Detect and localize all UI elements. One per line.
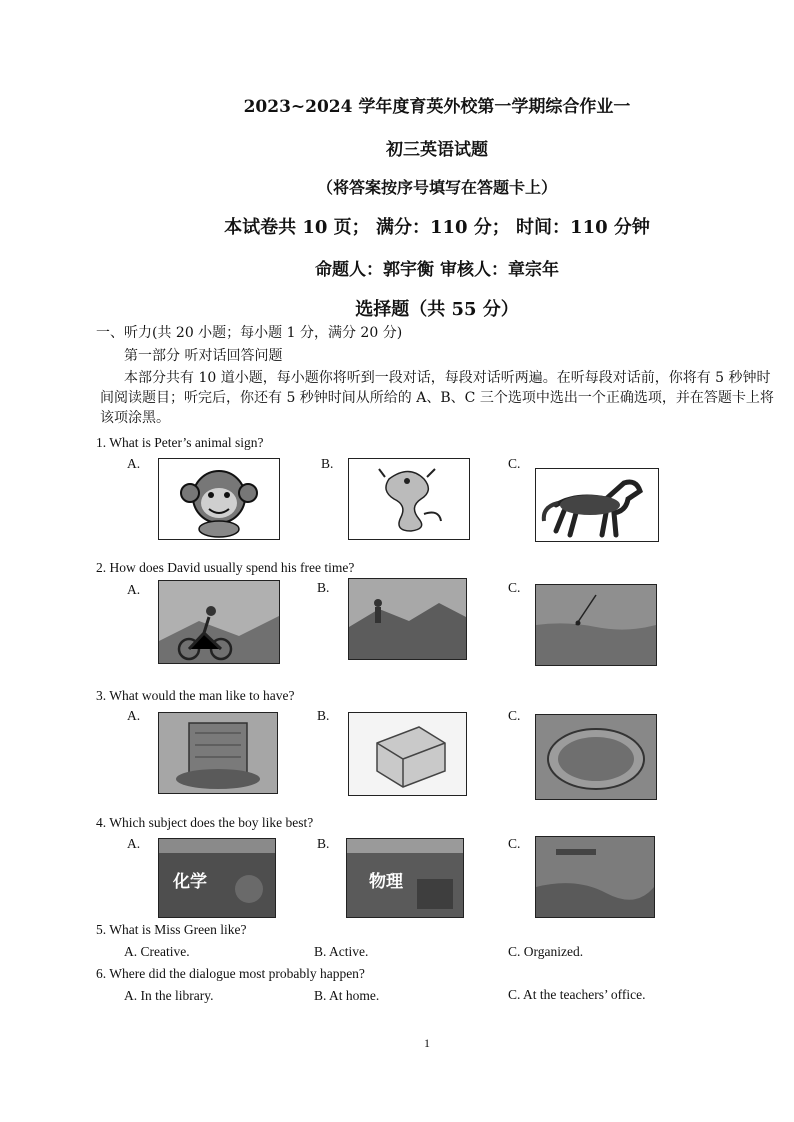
noodles-photo xyxy=(158,712,278,794)
question-1: 1. What is Peter’s animal sign? xyxy=(96,435,264,450)
q6-option-a: A. In the library. xyxy=(124,988,214,1003)
exam-authors: 命题人：郭宇衡 审核人：章宗年 xyxy=(315,260,559,280)
monkey-icon xyxy=(158,458,280,540)
q3-option-b-label: B. xyxy=(317,708,330,723)
q4-option-c-label: C. xyxy=(508,836,521,851)
pizza-photo xyxy=(535,714,657,800)
page-number: 1 xyxy=(424,1036,430,1050)
question-3: 3. What would the man like to have? xyxy=(96,688,295,703)
q1-option-c-label: C. xyxy=(508,456,521,471)
chemistry-book-photo xyxy=(158,838,276,918)
q2-option-a-label: A. xyxy=(127,582,141,597)
hiking-photo xyxy=(348,578,467,660)
q5-option-b: B. Active. xyxy=(314,944,369,959)
listening-intro: 本部分共有 10 道小题，每小题你将听到一段对话，每段对话听两遍。在听每段对话前，你将有 5 秒钟时间阅读题目；听完后，你还有 5 秒钟时间从所给的 A、B、C 三个选项中选出一个正确选项，并在答题卡上将该项涂黑。 xyxy=(100,370,774,426)
exam-title: 2023~2024 学年度育英外校第一学期综合作业一 xyxy=(243,97,631,117)
q6-option-b: B. At home. xyxy=(314,988,380,1003)
q5-option-a: A. Creative. xyxy=(124,944,190,959)
question-5: 5. What is Miss Green like? xyxy=(96,922,247,937)
part-one-heading: 第一部分 听对话回答问题 xyxy=(124,348,283,364)
dragon-icon xyxy=(348,458,470,540)
question-4: 4. Which subject does the boy like best? xyxy=(96,815,314,830)
question-2: 2. How does David usually spend his free time? xyxy=(96,560,355,575)
bread-photo xyxy=(348,712,467,796)
section-title: 选择题（共 55 分） xyxy=(355,299,519,320)
q2-option-b-label: B. xyxy=(317,580,330,595)
exam-instruction: （将答案按序号填写在答题卡上） xyxy=(316,178,557,197)
q3-option-a-label: A. xyxy=(127,708,141,723)
q2-option-c-label: C. xyxy=(508,580,521,595)
cycling-photo xyxy=(158,580,280,664)
q3-option-c-label: C. xyxy=(508,708,521,723)
exam-meta: 本试卷共 10 页； 满分：110 分； 时间：110 分钟 xyxy=(224,217,650,238)
q5-option-c: C. Organized. xyxy=(508,944,584,959)
q4-option-a-label: A. xyxy=(127,836,141,851)
art-book-photo xyxy=(535,836,655,918)
listening-heading: 一、听力(共 20 小题；每小题 1 分，满分 20 分) xyxy=(96,325,403,341)
question-6: 6. Where did the dialogue most probably happen? xyxy=(96,966,365,981)
physics-book-photo xyxy=(346,838,464,918)
horse-icon xyxy=(535,468,659,542)
exam-subtitle: 初三英语试题 xyxy=(386,140,488,160)
chemistry-book-label: 化学 xyxy=(173,872,207,892)
q6-option-c: C. At the teachers’ office. xyxy=(508,987,646,1002)
q4-option-b-label: B. xyxy=(317,836,330,851)
physics-book-label: 物理 xyxy=(369,872,403,892)
q1-option-a-label: A. xyxy=(127,456,141,471)
q1-option-b-label: B. xyxy=(321,456,334,471)
fishing-photo xyxy=(535,584,657,666)
